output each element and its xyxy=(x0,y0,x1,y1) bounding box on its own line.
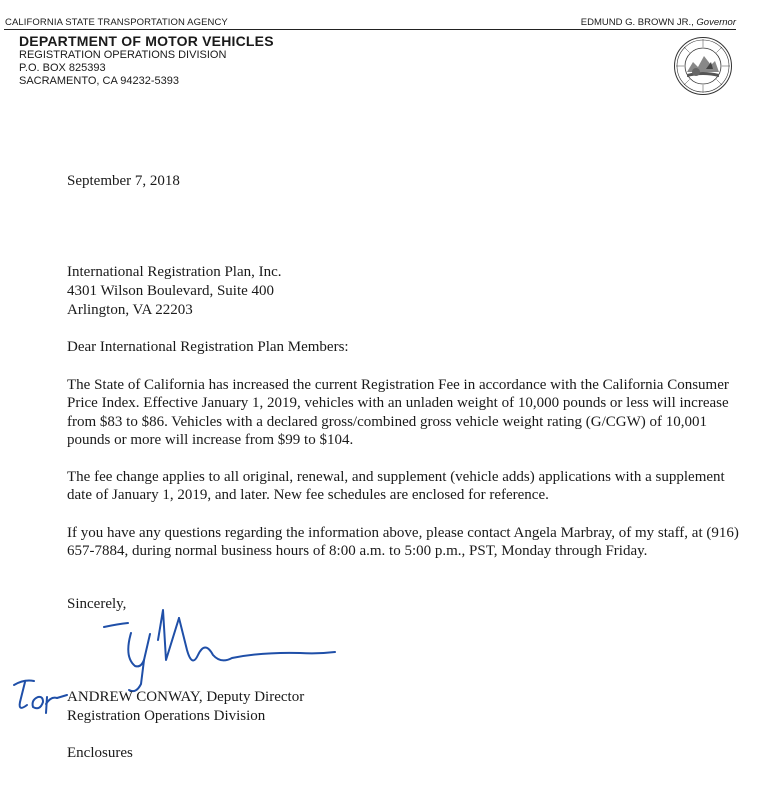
recipient-name: International Registration Plan, Inc. xyxy=(67,264,282,280)
contact-paragraph: If you have any questions regarding the information above, please contact Angela Marbray, of my staff, at (916) 657-7884, during normal business hours of 8:00 a.m. to 5:00 p.m., PST, Monday through Friday. xyxy=(67,525,739,560)
recipient-street: 4301 Wilson Boulevard, Suite 400 xyxy=(67,283,275,299)
governor-name: EDMUND G. BROWN JR. xyxy=(580,17,692,28)
agency-name: CALIFORNIA STATE TRANSPORTATION AGENCY xyxy=(5,17,228,28)
governor-title: Governor xyxy=(696,17,736,28)
letter-date: September 7, 2018 xyxy=(67,173,180,189)
closing: Sincerely, xyxy=(67,596,127,612)
signer-name: ANDREW CONWAY, Deputy Director xyxy=(67,689,305,705)
signer-division: Registration Operations Division xyxy=(67,708,266,724)
division-line: REGISTRATION OPERATIONS DIVISION xyxy=(19,49,227,61)
fee-increase-paragraph: The State of California has increased the current Registration Fee in accordance with the California Consumer Price Index. Effective January 1, 2019, vehicles with an unladen weight of 10,000 pounds or less will increase from $83 to $86. Vehicles with a declared gross/combined gross vehicle weight rating (G/CGW) of 10,001 pounds or more will increase from $99 to $104. xyxy=(67,377,729,448)
enclosures: Enclosures xyxy=(67,745,133,761)
recipient-city: Arlington, VA 22203 xyxy=(67,302,193,318)
governor-line: EDMUND G. BROWN JR., Governor xyxy=(580,17,736,28)
salutation: Dear International Registration Plan Members: xyxy=(67,339,349,355)
state-seal-icon xyxy=(673,36,733,96)
department-name: DEPARTMENT OF MOTOR VEHICLES xyxy=(19,33,274,49)
city-line: SACRAMENTO, CA 94232-5393 xyxy=(19,75,179,87)
letterhead-rule xyxy=(4,29,736,30)
po-box-line: P.O. BOX 825393 xyxy=(19,62,106,74)
fee-change-paragraph: The fee change applies to all original, renewal, and supplement (vehicle adds) applications with a supplement date of January 1, 2019, and later. New fee schedules are enclosed for reference. xyxy=(67,469,725,504)
